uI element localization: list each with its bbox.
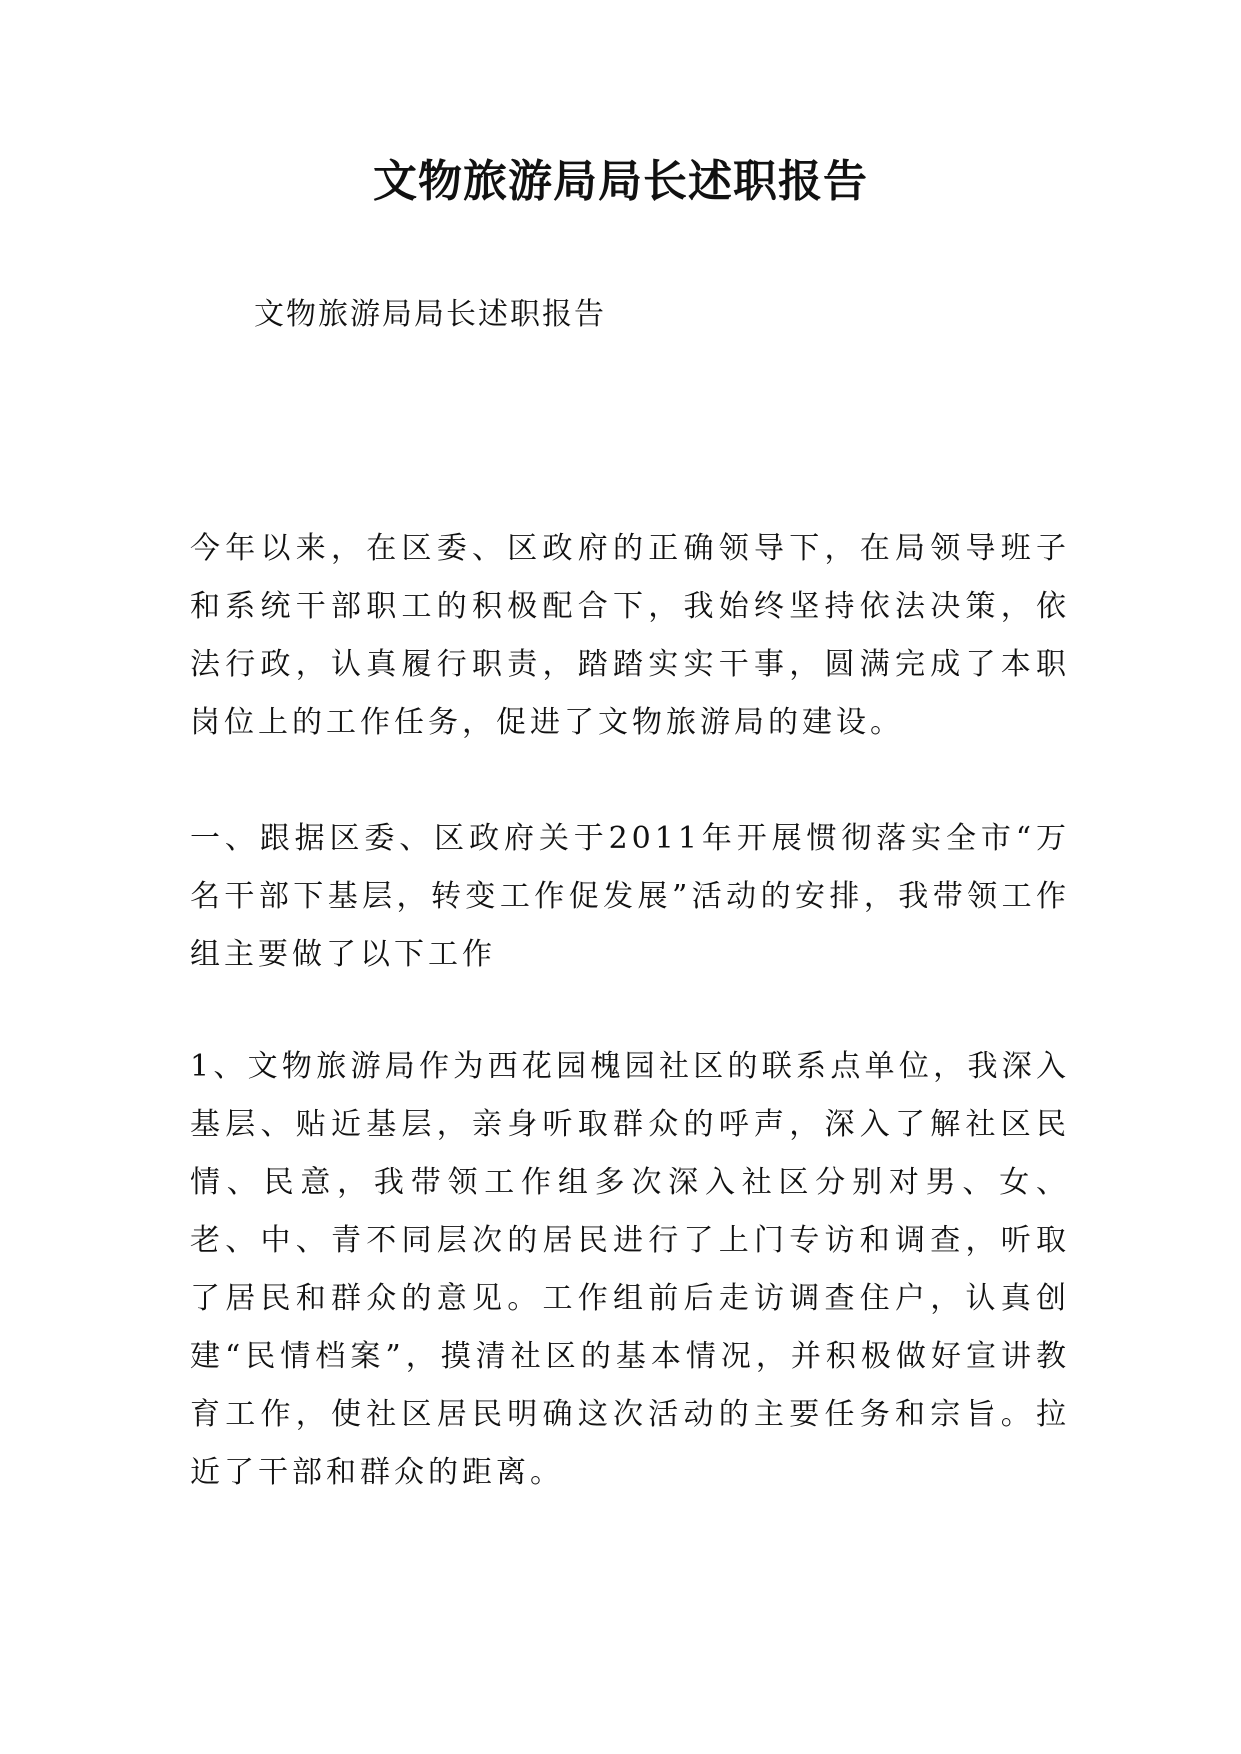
- document-title: 文物旅游局局长述职报告: [373, 156, 868, 207]
- paragraph-intro: 今年以来，在区委、区政府的正确领导下，在局领导班子和系统干部职工的积极配合下，我始终坚持依法决策，依法行政，认真履行职责，踏踏实实干事，圆满完成了本职岗位上的工作任务，促进了文物旅游局的建设。: [190, 531, 1070, 740]
- paragraph-section-one: 一、跟据区委、区政府关于2011年开展惯彻落实全市“万名干部下基层，转变工作促发展”活动的安排，我带领工作组主要做了以下工作: [190, 821, 1070, 972]
- document-subtitle: 文物旅游局局长述职报告: [254, 297, 606, 332]
- paragraph-item-one: 1、文物旅游局作为西花园槐园社区的联系点单位，我深入基层、贴近基层，亲身听取群众的呼声，深入了解社区民情、民意，我带领工作组多次深入社区分别对男、女、老、中、青不同层次的居民进行了上门专访和调查，听取了居民和群众的意见。工作组前后走访调查住户，认真创建“民情档案”，摸清社区的基本情况，并积极做好宣讲教育工作，使社区居民明确这次活动的主要任务和宗旨。拉近了干部和群众的距离。: [190, 1049, 1070, 1490]
